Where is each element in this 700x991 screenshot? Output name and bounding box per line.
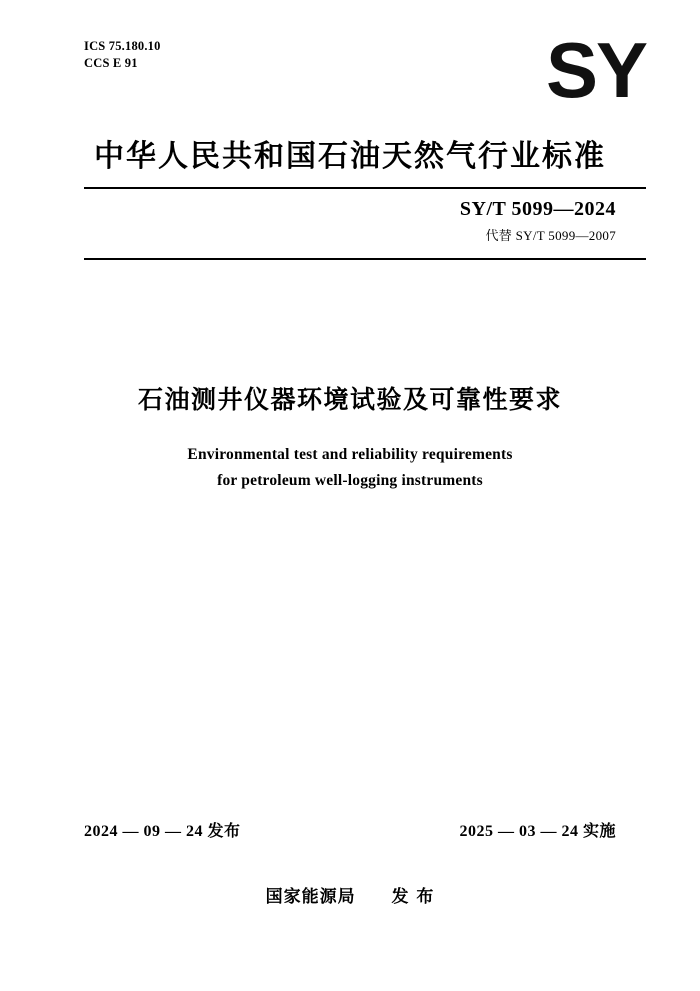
publisher-line (0, 882, 700, 907)
issue-date: 2024 — 09 — 24 发布 (84, 823, 241, 840)
ccs-code: CCS E 91 (84, 56, 138, 70)
sy-logo: SY (545, 26, 646, 114)
divider-top (84, 187, 646, 189)
page-title: 石油测井仪器环境试验及可靠性要求 (137, 385, 562, 414)
standard-replaces: 代替 SY/T 5099—2007 (485, 228, 616, 243)
page-title-english-line1: Environmental test and reliability requirements (187, 446, 513, 463)
series-title: 中华人民共和国石油天然气行业标准 (94, 139, 606, 174)
publisher-action: 发 布 (391, 887, 435, 907)
page-title-english-line2: for petroleum well-logging instruments (217, 472, 483, 489)
classification-codes (84, 38, 161, 72)
publisher-name: 国家能源局 (265, 887, 356, 907)
ics-code: ICS 75.180.10 (84, 39, 161, 53)
divider-bottom (84, 258, 646, 260)
effective-date: 2025 — 03 — 24 实施 (459, 823, 616, 840)
standard-number: SY/T 5099—2024 (459, 198, 616, 220)
page-title-english (0, 442, 700, 494)
